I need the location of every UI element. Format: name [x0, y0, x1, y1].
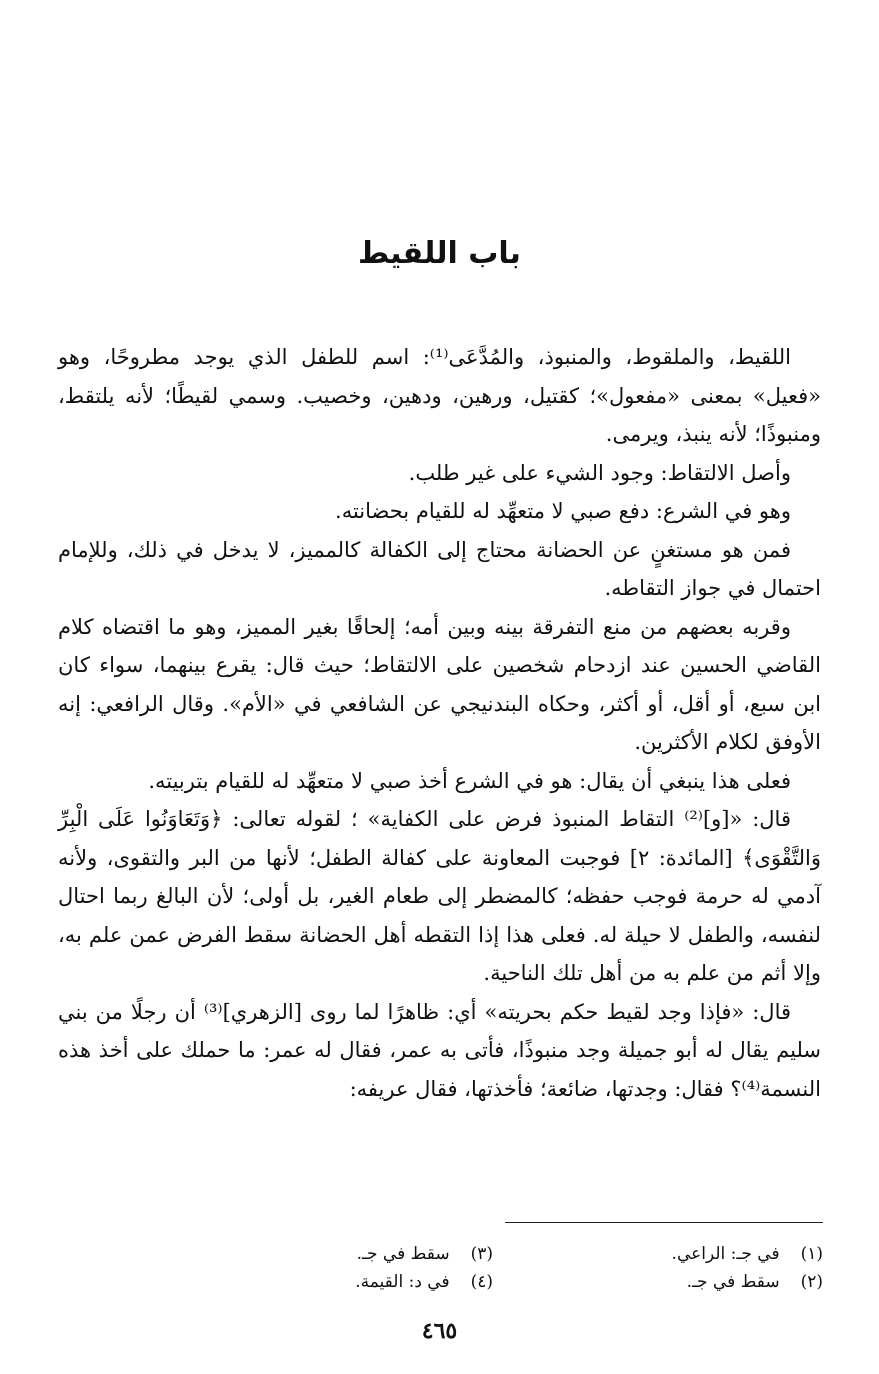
footnote-item — [553, 1240, 823, 1268]
chapter-title: باب اللقيط — [358, 236, 521, 271]
footnote-item — [223, 1268, 493, 1296]
paragraph-discerning-child: فمن هو مستغنٍ عن الحضانة محتاج إلى الكفالة كالمميز، لا يدخل في ذلك، وللإمام احتمال في جواز التقاطه. — [58, 537, 821, 600]
footnote-number: (٣) — [470, 1244, 493, 1264]
footnotes-left-column — [223, 1240, 493, 1296]
paragraph-opinions: وقربه بعضهم من منع التفرقة بينه وبين أمه؛ إلحاقًا بغير المميز، وهو ما اقتضاه كلام القاضي الحسين عند ازدحام شخصين على الالتقاط؛ حيث قال: يقرع بينهما، سواء كان ابن سبع، أو أقل، أو أكثر، وحكاه البندنيجي عن الشافعي في «الأم». وقال الرافعي: إنه الأوفق لكلام الأكثرين. — [58, 614, 821, 754]
footnote-number: (١) — [800, 1244, 823, 1264]
footnote-text: سقط في جـ. — [356, 1244, 450, 1264]
footnote-item — [223, 1240, 493, 1268]
body-text — [58, 338, 821, 1108]
footnote-text: سقط في جـ. — [686, 1272, 780, 1292]
footnote-item — [553, 1268, 823, 1296]
footnote-text: في د: القيمة. — [355, 1272, 450, 1292]
paragraph-definition: اللقيط، والملقوط، والمنبوذ، والمُدَّعَى⁽¹⁾: اسم للطفل الذي يوجد مطروحًا، وهو «فعيل» بمعنى «مفعول»؛ كقتيل، ورهين، ودهين، وخصيب. وسمي لقيطًا؛ لأنه يلتقط، ومنبوذًا؛ لأنه ينبذ، ويرمى. — [58, 345, 821, 446]
paragraph-freedom-ruling: قال: «فإذا وجد لقيط حكم بحريته» أي: ظاهرًا لما روى [الزهري]⁽³⁾ أن رجلًا من بني سليم يقال له أبو جميلة وجد منبوذًا، فأتى به عمر، فقال له عمر: ما حملك على أخذ هذه النسمة⁽⁴⁾؟ فقال: وجدتها، ضائعة؛ فأخذتها، فقال عريفه: — [58, 999, 821, 1101]
paragraph-communal-obligation: قال: «[و]⁽²⁾ التقاط المنبوذ فرض على الكفاية» ؛ لقوله تعالى: ﴿وَتَعَاوَنُوا عَلَى الْبِرِّ وَالتَّقْوَى﴾ [المائدة: ٢] فوجبت المعاونة على كفالة الطفل؛ لأنها من البر والتقوى، ولأنه آدمي له حرمة فوجب حفظه؛ كالمضطر إلى طعام الغير، بل أولى؛ لأن البالغ ربما احتال لنفسه، والطفل لا حيلة له. فعلى هذا إذا التقطه أهل الحضانة سقط الفرض عمن علم به، وإلا أثم من علم به من أهل تلك الناحية. — [58, 807, 821, 985]
footnote-number: (٢) — [800, 1272, 823, 1292]
paragraph-conclusion: فعلى هذا ينبغي أن يقال: هو في الشرع أخذ صبي لا متعهِّد له للقيام بتربيته. — [148, 768, 791, 793]
paragraph-sharia-definition: وهو في الشرع: دفع صبي لا متعهِّد له للقيام بحضانته. — [335, 499, 791, 523]
footnotes-right-column — [553, 1240, 823, 1296]
footnote-number: (٤) — [470, 1272, 493, 1292]
page-number: ٤٦٥ — [421, 1318, 458, 1344]
paragraph-origin: وأصل الالتقاط: وجود الشيء على غير طلب. — [408, 460, 791, 485]
footnote-divider — [505, 1222, 823, 1223]
footnote-text: في جـ: الراعي. — [671, 1244, 780, 1264]
